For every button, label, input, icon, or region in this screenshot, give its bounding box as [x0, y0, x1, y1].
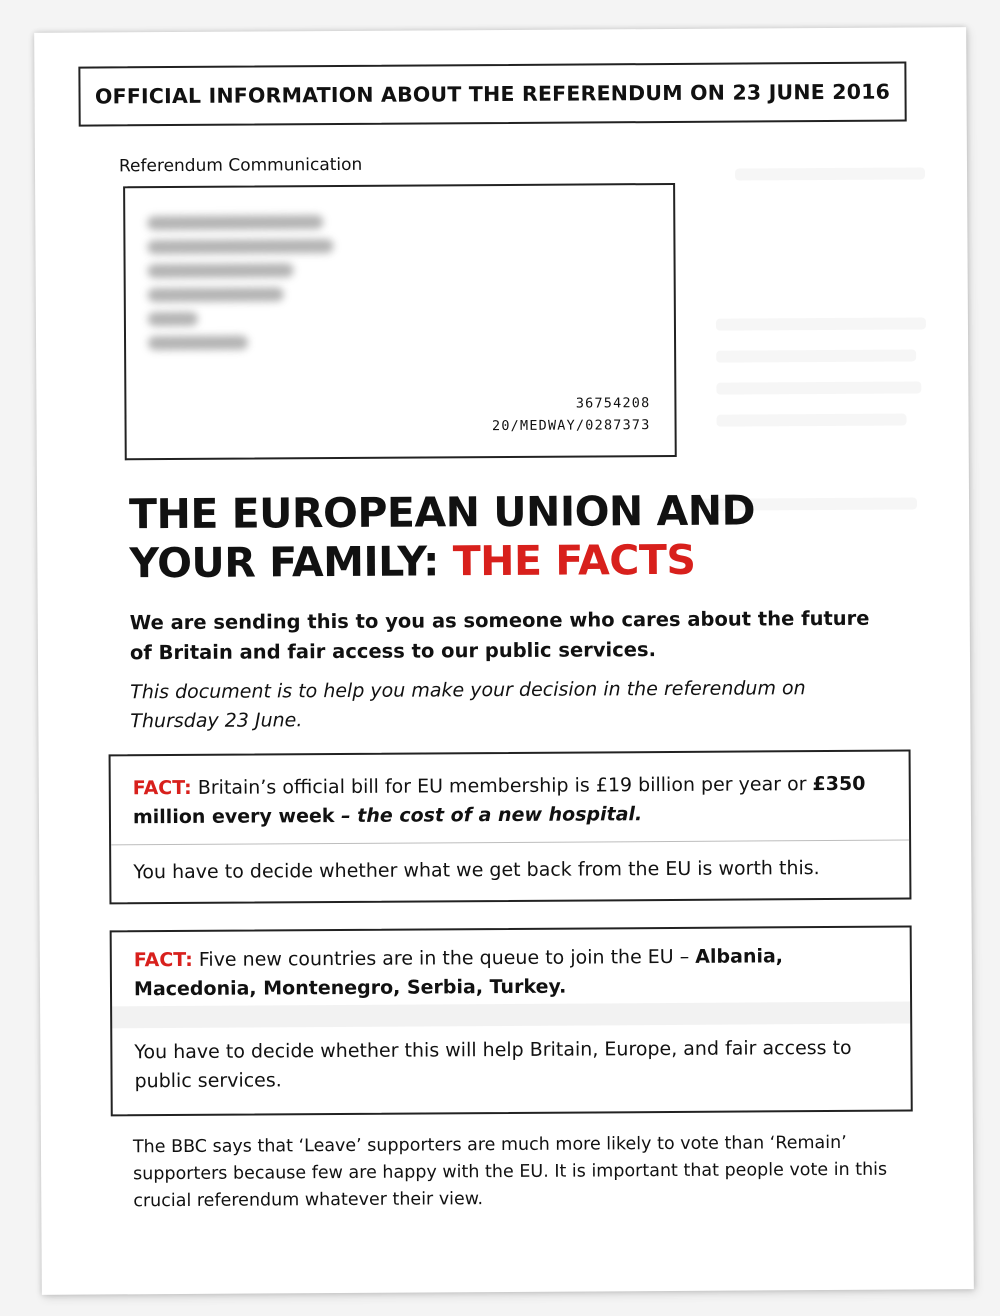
fact-box-new-countries: [110, 926, 913, 1117]
title-line-1: THE EUROPEAN UNION AND: [128, 486, 756, 539]
bleed-through: [716, 349, 916, 362]
fact-divider: [111, 840, 909, 846]
fact-label: FACT:: [132, 776, 192, 800]
fact-emphasis: – the cost of a new hospital.: [334, 803, 643, 828]
title-black-part: YOUR FAMILY:: [129, 537, 453, 588]
fact-statement: [134, 942, 892, 1005]
title-line-2: [129, 535, 755, 588]
page-title: [129, 486, 756, 588]
bleed-through: [716, 414, 906, 427]
fact-highlight: £350 million every week: [132, 772, 866, 829]
title-red-part: THE FACTS: [452, 535, 696, 586]
intro-purpose: This document is to help you make your decision in the referendum on Thursday 23 June.: [130, 677, 806, 733]
redacted-address-line: [148, 287, 284, 302]
mailing-code-primary: 36754208: [575, 395, 651, 412]
leaflet-page: [34, 27, 974, 1295]
intro-statement: We are sending this to you as someone who cares about the future of Britain and fair access to our public services.: [129, 606, 870, 665]
fact-label: FACT:: [133, 948, 193, 972]
fact-decision: You have to decide whether what we get back from the EU is worth this.: [133, 857, 820, 884]
fact-highlight: Albania, Macedonia, Montenegro, Serbia, Turkey.: [133, 945, 784, 1001]
redacted-address-line: [148, 263, 294, 278]
fact-decision: You have to decide whether this will help Britain, Europe, and fair access to public services.: [134, 1036, 852, 1093]
fact-text: Five new countries are in the queue to join the EU –: [192, 945, 696, 971]
bleed-through: [112, 1002, 910, 1029]
redacted-address-line: [147, 215, 323, 230]
bleed-through: [716, 381, 921, 394]
official-information-banner: [78, 62, 906, 127]
redacted-address-line: [148, 336, 248, 351]
bleed-through: [716, 317, 926, 330]
fact-box-eu-bill: [109, 750, 912, 905]
redacted-address-line: [147, 239, 333, 254]
address-window: [123, 183, 677, 460]
fact-statement: [133, 770, 891, 833]
fact-text: Britain’s official bill for EU membership is £19 billion per year or: [191, 773, 813, 799]
mailing-code-secondary: 20/MEDWAY/0287373: [491, 417, 651, 435]
redacted-address-line: [148, 312, 198, 326]
footer-note: The BBC says that ‘Leave’ supporters are much more likely to vote than ‘Remain’ supporters because few are happy with the EU. It is important that people vote in this crucial referendum whatever their view.: [132, 1132, 888, 1212]
referendum-communication-label: Referendum Communication: [118, 154, 363, 177]
banner-title: OFFICIAL INFORMATION ABOUT THE REFERENDUM ON 23 JUNE 2016: [94, 79, 891, 109]
bleed-through: [735, 167, 925, 180]
